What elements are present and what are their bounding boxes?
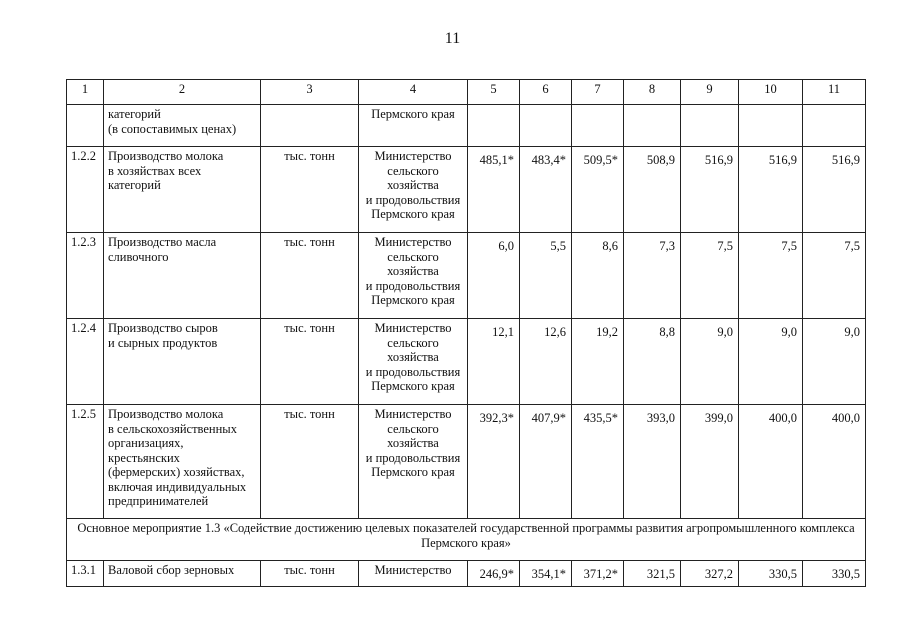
responsible-org-cell [359,233,468,319]
value-cell [572,105,624,147]
value-cell [681,105,739,147]
table-row [67,233,866,319]
unit: тыс. тонн [261,147,359,233]
value-cell: 12,1 [468,319,520,405]
value-cell [624,105,681,147]
indicators-table [66,79,866,587]
row-number: 1.2.3 [67,233,104,319]
value-cell: 330,5 [803,561,866,587]
responsible-org-cell [359,105,468,147]
value-cell: 435,5* [572,405,624,519]
value-cell: 9,0 [803,319,866,405]
value-cell: 330,5 [739,561,803,587]
indicator-name-cell [104,319,261,405]
table-row [67,147,866,233]
header-row [67,80,866,105]
responsible-org: Министерство сельского хозяйства и продовольствия Пермского края [365,407,461,479]
row-number: 1.2.5 [67,405,104,519]
value-cell: 354,1* [520,561,572,587]
value-cell: 321,5 [624,561,681,587]
row-number: 1.3.1 [67,561,104,587]
value-cell: 516,9 [681,147,739,233]
continuation-row [67,105,866,147]
header-cell: 8 [624,80,681,105]
value-cell: 6,0 [468,233,520,319]
value-cell: 400,0 [739,405,803,519]
page-number: 11 [444,30,461,47]
header-cell: 1 [67,80,104,105]
value-cell: 5,5 [520,233,572,319]
value-cell [739,105,803,147]
header-cell: 2 [104,80,261,105]
value-cell: 19,2 [572,319,624,405]
responsible-org: Министерство сельского хозяйства и продовольствия Пермского края [365,149,461,221]
value-cell: 9,0 [739,319,803,405]
value-cell: 516,9 [739,147,803,233]
value-cell [468,105,520,147]
indicator-name-cell [104,105,261,147]
value-cell: 12,6 [520,319,572,405]
indicator-name: Производство молока в хозяйствах всех категорий [108,149,224,192]
indicator-name: Производство масла сливочного [108,235,217,264]
value-cell: 516,9 [803,147,866,233]
value-cell: 9,0 [681,319,739,405]
row-number: 1.2.4 [67,319,104,405]
indicator-name: Производство молока в сельскохозяйственных организациях, крестьянских (фермерских) хозяйствах, включая индивидуальных предпринимателей [108,407,247,508]
value-cell: 399,0 [681,405,739,519]
indicator-name-cell [104,233,261,319]
value-cell: 400,0 [803,405,866,519]
value-cell: 407,9* [520,405,572,519]
value-cell: 483,4* [520,147,572,233]
unit: тыс. тонн [261,561,359,587]
responsible-org: Министерство сельского хозяйства и продовольствия Пермского края [365,321,461,393]
value-cell: 508,9 [624,147,681,233]
value-cell: 8,6 [572,233,624,319]
indicator-name-cell [104,405,261,519]
indicator-name-cell [104,147,261,233]
value-cell: 8,8 [624,319,681,405]
table-row [67,561,866,587]
value-cell: 509,5* [572,147,624,233]
indicator-name: Валовой сбор зерновых [104,561,261,587]
unit: тыс. тонн [261,405,359,519]
value-cell: 393,0 [624,405,681,519]
unit-cell [261,105,359,147]
value-cell: 371,2* [572,561,624,587]
header-cell: 6 [520,80,572,105]
value-cell [803,105,866,147]
header-cell: 10 [739,80,803,105]
responsible-org-cell [359,405,468,519]
responsible-org: Пермского края [371,107,455,121]
header-cell: 9 [681,80,739,105]
header-cell: 5 [468,80,520,105]
header-cell: 7 [572,80,624,105]
header-cell: 3 [261,80,359,105]
unit: тыс. тонн [261,233,359,319]
value-cell: 327,2 [681,561,739,587]
value-cell: 392,3* [468,405,520,519]
table-row [67,319,866,405]
responsible-org-cell [359,319,468,405]
value-cell: 246,9* [468,561,520,587]
value-cell: 485,1* [468,147,520,233]
row-number-cell [67,105,104,147]
value-cell: 7,5 [803,233,866,319]
value-cell: 7,5 [739,233,803,319]
value-cell: 7,3 [624,233,681,319]
value-cell [520,105,572,147]
header-cell: 11 [803,80,866,105]
indicator-name: Производство сыров и сырных продуктов [108,321,218,350]
indicator-name: категорий (в сопоставимых ценах) [108,107,237,136]
header-cell: 4 [359,80,468,105]
section-row [67,519,866,561]
unit: тыс. тонн [261,319,359,405]
table-row [67,405,866,519]
row-number: 1.2.2 [67,147,104,233]
value-cell: 7,5 [681,233,739,319]
section-title: Основное мероприятие 1.3 «Содействие достижению целевых показателей государственной программы развития агропромышленного комплекса Пермского края» [67,519,866,561]
responsible-org-cell [359,147,468,233]
responsible-org: Министерство сельского хозяйства и продовольствия Пермского края [365,235,461,307]
responsible-org: Министерство [359,561,468,587]
